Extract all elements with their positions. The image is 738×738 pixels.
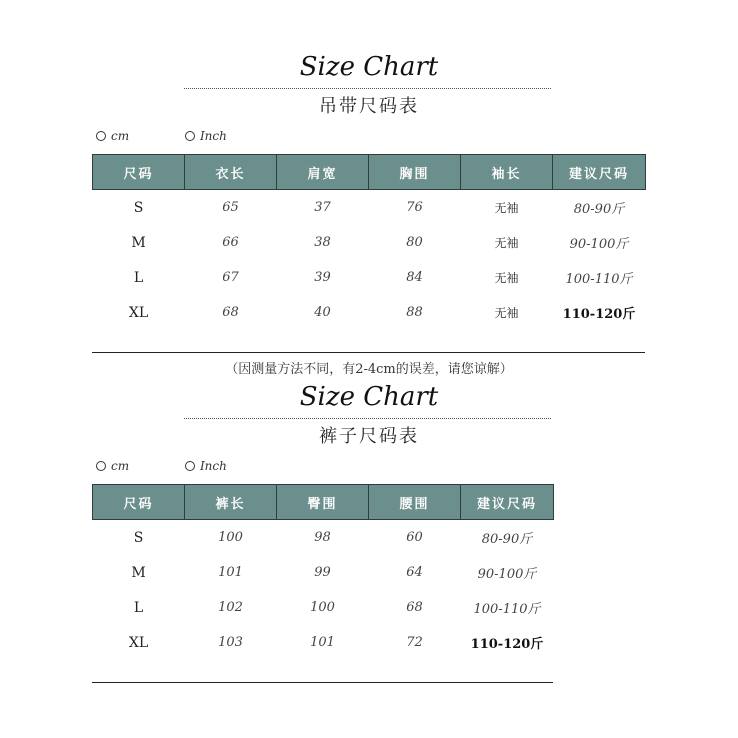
- table-header-row: [93, 155, 646, 190]
- table-cell: 无袖: [494, 306, 519, 320]
- size-cell: XL: [128, 634, 149, 651]
- table-cell: 68: [222, 305, 239, 320]
- chart1-unit-selector: [96, 129, 279, 144]
- size-cell: L: [133, 599, 144, 616]
- table-cell: 72: [406, 635, 423, 650]
- table-cell: 80: [406, 235, 423, 250]
- table-cell: 100-110斤: [473, 602, 541, 617]
- radio-icon: [185, 461, 195, 471]
- chart2-subtitle: 裤子尺码表: [319, 426, 419, 447]
- table-row: [93, 225, 646, 260]
- table-cell: 98: [314, 530, 331, 545]
- table-row: [93, 625, 554, 660]
- table-cell: 90-100斤: [477, 567, 537, 582]
- table-cell: 101: [218, 565, 243, 580]
- chart1-bottom-rule: [92, 352, 645, 353]
- col-header: 袖长: [461, 155, 553, 190]
- size-cell: XL: [128, 304, 149, 321]
- table-cell: 80-90斤: [481, 532, 533, 547]
- table-cell: 101: [310, 635, 335, 650]
- chart2-unit-selector: [96, 459, 279, 474]
- table-cell: 60: [406, 530, 423, 545]
- radio-icon: [96, 461, 106, 471]
- table-cell: 100: [310, 600, 335, 615]
- size-cell: M: [131, 234, 146, 251]
- chart2-table: [92, 484, 554, 660]
- table-cell: 40: [314, 305, 331, 320]
- table-cell: 100: [218, 530, 243, 545]
- col-header: 腰围: [369, 485, 461, 520]
- table-row: [93, 590, 554, 625]
- table-cell: 110-120斤: [562, 307, 636, 322]
- unit-inch-option[interactable]: Inch: [185, 459, 227, 473]
- table-cell: 100-110斤: [565, 272, 633, 287]
- chart1-table: [92, 154, 646, 330]
- unit-cm-option[interactable]: cm: [96, 129, 129, 143]
- table-cell: 38: [314, 235, 331, 250]
- table-cell: 84: [406, 270, 423, 285]
- table-cell: 80-90斤: [573, 202, 625, 217]
- table-cell: 88: [406, 305, 423, 320]
- radio-icon: [96, 131, 106, 141]
- table-cell: 76: [406, 200, 423, 215]
- title-divider: [184, 418, 551, 419]
- col-header: 建议尺码: [553, 155, 646, 190]
- size-cell: L: [133, 269, 144, 286]
- table-row: [93, 555, 554, 590]
- table-cell: 37: [314, 200, 331, 215]
- table-cell: 68: [406, 600, 423, 615]
- unit-inch-option[interactable]: Inch: [185, 129, 227, 143]
- col-header: 尺码: [93, 485, 185, 520]
- table-cell: 90-100斤: [569, 237, 629, 252]
- table-cell: 99: [314, 565, 331, 580]
- table-cell: 39: [314, 270, 331, 285]
- size-cell: S: [133, 529, 144, 546]
- table-row: [93, 190, 646, 226]
- table-cell: 66: [222, 235, 239, 250]
- size-cell: M: [131, 564, 146, 581]
- col-header: 臀围: [277, 485, 369, 520]
- table-cell: 103: [218, 635, 243, 650]
- unit-cm-option[interactable]: cm: [96, 459, 129, 473]
- title-divider: [184, 88, 551, 89]
- table-cell: 67: [222, 270, 239, 285]
- chart2-bottom-rule: [92, 682, 553, 683]
- table-cell: 102: [218, 600, 243, 615]
- table-cell: 64: [406, 565, 423, 580]
- measurement-note: （因测量方法不同，有2-4cm的误差，请您谅解）: [225, 362, 513, 377]
- table-cell: 无袖: [494, 271, 519, 285]
- chart1-title: Size Chart: [299, 52, 439, 82]
- col-header: 建议尺码: [461, 485, 554, 520]
- table-row: [93, 295, 646, 330]
- size-cell: S: [133, 199, 144, 216]
- table-row: [93, 520, 554, 556]
- table-cell: 65: [222, 200, 239, 215]
- col-header: 衣长: [185, 155, 277, 190]
- col-header: 胸围: [369, 155, 461, 190]
- table-cell: 110-120斤: [470, 637, 544, 652]
- table-cell: 无袖: [494, 236, 519, 250]
- table-row: [93, 260, 646, 295]
- col-header: 裤长: [185, 485, 277, 520]
- radio-icon: [185, 131, 195, 141]
- chart1-subtitle: 吊带尺码表: [319, 96, 419, 117]
- col-header: 肩宽: [277, 155, 369, 190]
- table-cell: 无袖: [494, 201, 519, 215]
- col-header: 尺码: [93, 155, 185, 190]
- chart2-title: Size Chart: [299, 382, 439, 412]
- table-header-row: [93, 485, 554, 520]
